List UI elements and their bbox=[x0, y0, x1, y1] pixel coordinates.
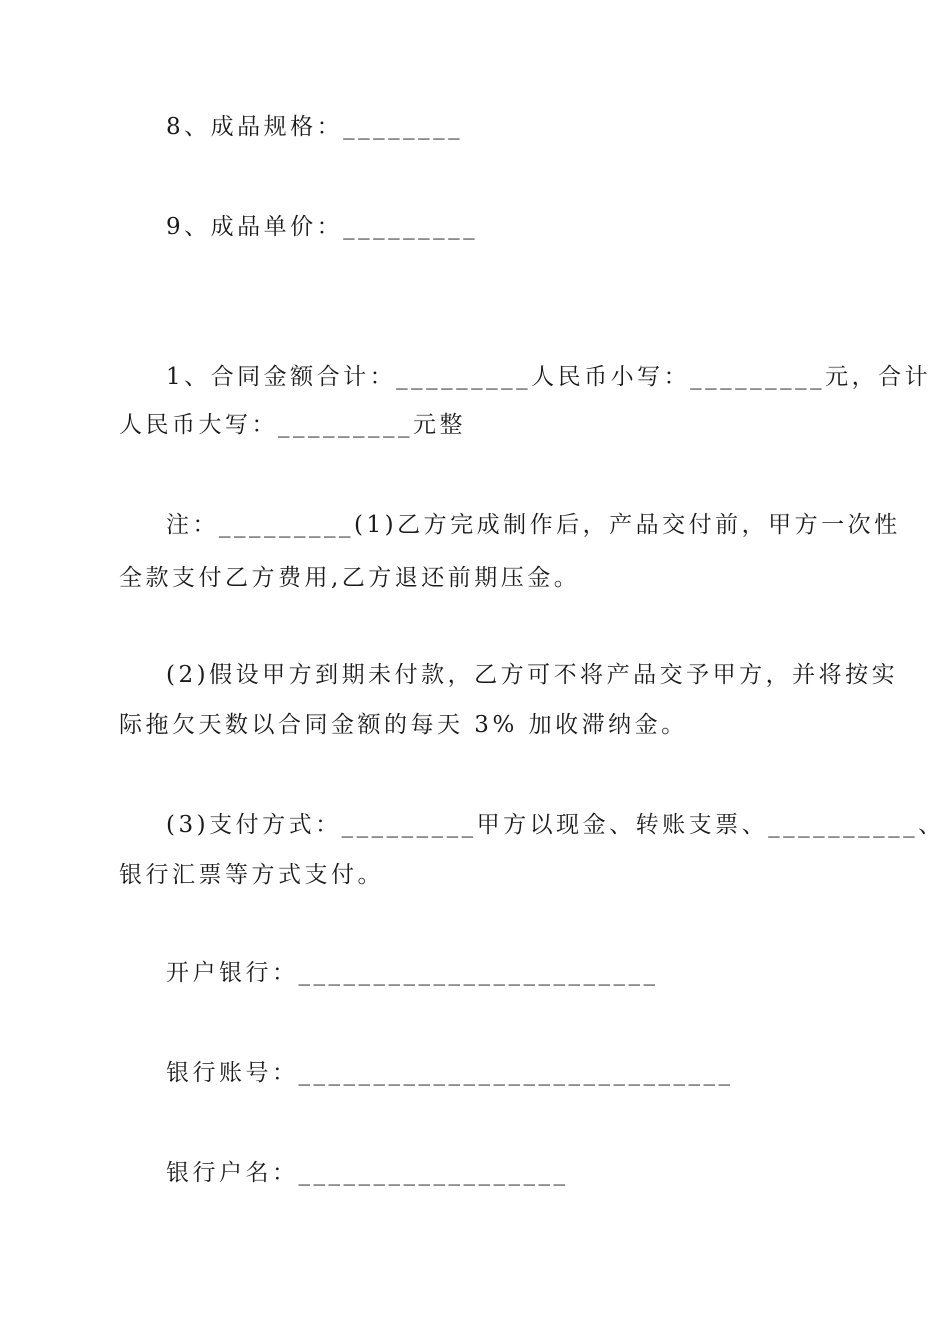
note-paragraph-1-line-2: 全款支付乙方费用,乙方退还前期压金。 bbox=[119, 565, 581, 591]
bank-account-number-line: 银行账号：_____________________________ bbox=[166, 1060, 734, 1086]
note-paragraph-3-line-1: (3)支付方式：_________甲方以现金、转账支票、__________、 bbox=[166, 812, 945, 838]
contract-amount-line-2: 人民币大写：_________元整 bbox=[119, 412, 466, 438]
contract-amount-line-1: 1、合同金额合计：_________人民币小写：_________元，合计 bbox=[166, 364, 932, 390]
note-paragraph-1-line-1: 注：_________(1)乙方完成制作后，产品交付前，甲方一次性 bbox=[166, 512, 901, 538]
bank-account-name-line: 银行户名：__________________ bbox=[166, 1160, 569, 1186]
note-paragraph-3-line-2: 银行汇票等方式支付。 bbox=[119, 862, 384, 888]
product-spec-line: 8、成品规格：________ bbox=[166, 114, 464, 140]
note-paragraph-2-line-2: 际拖欠天数以合同金额的每天 3% 加收滞纳金。 bbox=[119, 712, 688, 738]
product-price-line: 9、成品单价：_________ bbox=[166, 214, 479, 240]
note-paragraph-2-line-1: (2)假设甲方到期未付款，乙方可不将产品交予甲方，并将按实 bbox=[166, 662, 899, 688]
bank-name-line: 开户银行：________________________ bbox=[166, 960, 659, 986]
